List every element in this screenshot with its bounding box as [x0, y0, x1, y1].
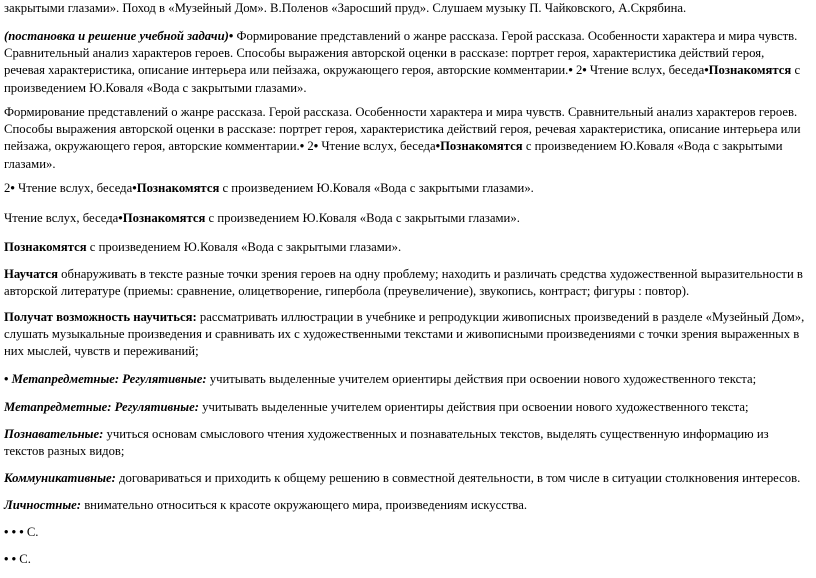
bold-italic-lead: Метапредметные: Регулятивные:: [8, 372, 207, 386]
top-line: закрытыми глазами». Поход в «Музейный Дом». В.Поленов «Заросший пруд». Слушаем музыку П. Чайковского, А.Скрябина.: [4, 1, 687, 15]
bullet: •: [118, 211, 123, 225]
bullet: •: [299, 139, 305, 154]
paragraph-text: с произведением Ю.Коваля «Вода с закрытыми глазами».: [219, 181, 534, 195]
bullet: •: [704, 63, 709, 78]
paragraph-text: договариваться и приходить к общему решению в совместной деятельности, в том числе в ситуации столкновения интересов.: [115, 471, 801, 485]
bullet: • •: [4, 552, 17, 566]
paragraph-text: Формирование представлений о жанре рассказа. Герой рассказа. Особенности характера и мира чувств. Сравнительный анализ характеров героев. Способы выражения авторской оценки в рассказе: портрет героя, характеристика действий героя, речевая характеристика, описание интерьера или пейзажа, окружающего героя, авторские комментарии.: [4, 105, 801, 154]
bold-lead: Получат возможность научиться:: [4, 310, 197, 324]
paragraph-regulative: [4, 399, 808, 416]
paragraph-text: обнаруживать в тексте разные точки зрения героев на одну проблему; находить и различать средства художественной выразительности в авторской литературе (приемы: сравнение, олицетворение, гипербола (преувеличение), звукопись, контраст; фигуры : повтор).: [4, 267, 803, 299]
bold-lead: Познакомятся: [4, 240, 87, 254]
paragraph-text: с произведением Ю.Коваля «Вода с закрытыми глазами».: [205, 211, 520, 225]
paragraph-cognitive: [4, 426, 808, 460]
paragraph-text: учитывать выделенные учителем ориентиры действия при освоении нового художественного текста;: [206, 372, 757, 386]
paragraph-text: Формирование представлений о жанре рассказа. Герой рассказа. Особенности характера и мира чувств. Сравнительный анализ характеров героев. Способы выражения авторской оценки в рассказе: портрет героя, характеристика действий героя, речевая характеристика, описание интерьера или пейзажа, окружающего героя, авторские комментарии.: [4, 29, 798, 78]
paragraph-goals: [4, 28, 808, 97]
paragraph-text: внимательно относиться к красоте окружающего мира, произведениям искусства.: [81, 498, 528, 512]
paragraph-text: Чтение вслух, беседа: [4, 211, 119, 225]
bold-lead: Познакомятся: [708, 63, 792, 78]
paragraph-reading-2: [4, 180, 808, 197]
number: 2: [4, 181, 11, 195]
paragraph-text: Чтение вслух, беседа: [318, 139, 436, 154]
task-lead: (постановка и решение учебной задачи): [4, 29, 229, 43]
paragraph-personal: [4, 497, 808, 514]
paragraph-formation: [4, 104, 808, 173]
paragraph-text: рассматривать иллюстрации в учебнике и репродукции живописных произведений в разделе «Музейный Дом», слушать музыкальные произведения и сравнивать их с художественными текстами и живописными произведениями с точки зрения выраженных в них мыслей, чувств и переживаний;: [4, 310, 805, 359]
bullet: •: [132, 181, 137, 195]
bullet: •: [435, 139, 441, 154]
number: 2: [304, 139, 314, 154]
paragraph-text: Чтение вслух, беседа: [586, 63, 705, 78]
paragraph-will-learn: [4, 266, 808, 300]
paragraph-reading: [4, 210, 808, 227]
paragraph-regulative-bullet: [4, 371, 808, 388]
bullet: •: [568, 63, 573, 78]
bold-lead: Познакомятся: [122, 211, 206, 225]
bullet: •: [313, 139, 319, 154]
bold-lead: Познакомятся: [136, 181, 220, 195]
paragraph-c1: [4, 524, 808, 541]
paragraph-text: учитывать выделенные учителем ориентиры действия при освоении нового художественного текста;: [198, 400, 749, 414]
bold-italic-lead: Личностные:: [4, 498, 82, 512]
bullet: •: [582, 63, 587, 78]
bullet: •: [10, 181, 15, 195]
number: 2: [572, 63, 583, 78]
paragraph-c2: [4, 551, 808, 568]
paragraph-communicative: [4, 470, 808, 487]
paragraph-text: Чтение вслух, беседа: [14, 181, 133, 195]
paragraph-acquaint: [4, 239, 808, 256]
bold-italic-lead: Коммуникативные:: [4, 471, 116, 485]
paragraph-text: С.: [16, 552, 31, 566]
bold-lead: Познакомятся: [440, 139, 523, 154]
paragraph-text: С.: [23, 525, 39, 539]
paragraph-text: учиться основам смыслового чтения художественных и познавательных текстов, выделять существенную информацию из текстов разных видов;: [4, 427, 769, 459]
bullet: • • •: [4, 525, 24, 539]
bold-italic-lead: Познавательные:: [4, 427, 104, 441]
bold-italic-lead: Метапредметные: Регулятивные:: [4, 400, 199, 414]
bold-lead: Научатся: [4, 267, 58, 281]
paragraph-text: с произведением Ю.Коваля «Вода с закрытыми глазами».: [4, 63, 801, 95]
bullet: •: [4, 372, 9, 386]
bullet: •: [228, 29, 234, 43]
paragraph-opportunity: [4, 309, 808, 361]
paragraph-text: с произведением Ю.Коваля «Вода с закрытыми глазами».: [4, 139, 783, 171]
paragraph-text: с произведением Ю.Коваля «Вода с закрытыми глазами».: [86, 240, 402, 254]
